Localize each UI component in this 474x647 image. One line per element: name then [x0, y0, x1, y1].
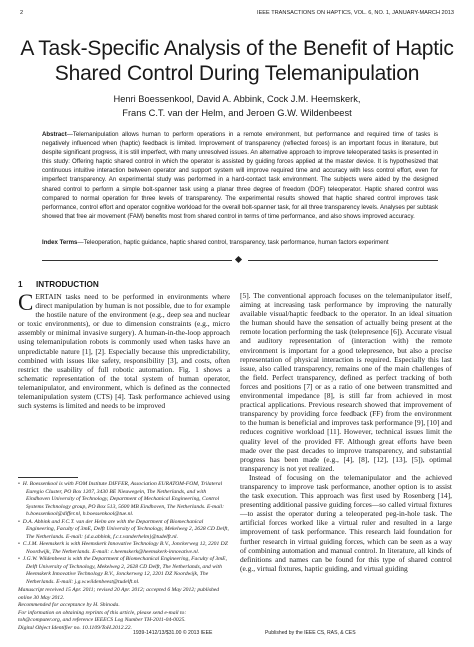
footnote-affiliation: • J.G.W. Wildenbeest is with the Department of Biomechanical Engineering, Faculty of 3mE, Delft University of Technology, Mekelweg 2, 2628 CD Delft, The Netherlands, and with Heemskerk Innovative Technology B.V., Jonckerweg 12, 2201 DZ Noordwijk, The Netherlands. E-mail: j.g.w.wildenbeest@tudelft.nl. — [18, 556, 228, 585]
title-line-2: Shared Control During Telemanipulation — [54, 62, 420, 85]
intro-paragraph-1: ERTAIN tasks need to be performed in environments where direct manipulation by human is not possible, due to for example the hostile nature of the environment (e.g., deep sea and nuclear or toxic environments), or due to dimension constraints (e.g., micro assembly or minimal invasive surgery). A human-in-the-loop approach using telemanipulation robots is commonly used when tasks have an unpredictable nature [1], [2]. Especially because this unpredictability, combined with issues like safety, responsibility [3], and costs, often restrict the usability of full robotic automation. Fig. 1 shows a schematic representation of the total system of human operator, telemanipulator, and environment, which is defined as the connected telemanipulation system (CTS) [4]. Task performance achieved using such systems is limited and needs to be improved — [18, 292, 230, 411]
index-terms-label: Index Terms — [42, 239, 78, 246]
abstract — [42, 130, 438, 221]
abstract-text: —Telemanipulation allows human to perform operations in a remote environment, but performance and required time of tasks is negatively influenced when (haptic) feedback is limited. Improvement of transparency (reflected forces) is an important focus in literature, but despite significant progress, it is still imperfect, with many unresolved issues. An alternative approach to improve teleoperated tasks is presented in this study: Offering haptic shared control in which the operator is assisted by guiding forces applied at the master device. It is hypothesized that continuous intuitive interaction between operator and support system will improve required time and accuracy with less control effort, even for imperfect transparency. An experimental study was performed in a hard-contact task environment. The subjects were aided by the designed shared control to perform a simple bolt-spanner task using a planar three degree of freedom (DOF) teleoperator. Haptic shared control was compared to normal operation for three levels of transparency. The experimental results showed that haptic shared control improves task performance, control effort and operator cognitive workload for the overall bolt-spanner task, for all three transparency levels. Analyses per subtask showed that free air movement (FAM) benefits most from shared control in terms of time performance, and also shows improved accuracy. — [42, 131, 438, 220]
index-terms-text: —Teleoperation, haptic guidance, haptic shared control, transparency, task performance, human factors experiment — [77, 239, 389, 246]
manuscript-info — [18, 587, 230, 632]
footnote-affiliation: • D.A. Abbink and F.C.T. van der Helm are with the Department of Biomechanical Engineering, Faculty of 3mE, Delft University of Technology, Mekelweg 2, 2628 CD Delft, The Netherlands. E-mail: {d.a.abbink, f.c.t.vanderhelm}@tudelft.nl. — [18, 518, 229, 540]
diamond-icon — [235, 256, 242, 263]
body-column-left — [18, 280, 230, 410]
manuscript-dates: Manuscript received 15 Apr. 2011; revised 20 Apr. 2012; accepted 6 May 2012; published online 30 May 2012. — [18, 587, 220, 601]
drop-cap: C — [18, 290, 34, 315]
section-heading — [18, 280, 230, 291]
footnote-affiliation: • C.J.M. Heemskerk is with Heemskerk Innovative Technology B.V., Jonckerweg 12, 2201 DZ Noordwijk, The Netherlands. E-mail: c.heemskerk@heemskerk-innovative.nl. — [18, 541, 228, 555]
abstract-label: Abstract — [42, 131, 67, 138]
body-column-right — [240, 291, 452, 573]
section-title: INTRODUCTION — [36, 280, 99, 289]
authors-line-2: Frans C.T. van der Helm, and Jeroen G.W. Wildenbeest — [122, 107, 352, 118]
journal-header: IEEE TRANSACTIONS ON HAPTICS, VOL. 6, NO. 1, JANUARY-MARCH 2013 — [257, 10, 454, 16]
footnote-affiliation: • H. Boessenkool is with FOM Institute DIFFER, Association EURATOM-FOM, Trilateral Euregio Cluster, PO Box 1207, 3430 BE Nieuwegein, The Netherlands, and with Eindhoven University of Technology, Department of Mechanical Engineering, Control Systems Technology group, PO Box 513, 5600 MB Eindhoven, The Netherlands. E-mail: h.boessenkool@differ.nl, h.boessenkool@tue.nl. — [18, 481, 224, 517]
manuscript-doi: Digital Object Identifier no. 10.1109/ToH.2012.22. — [18, 624, 132, 631]
footer-copyright: 1939-1412/13/$31.00 © 2013 IEEE — [133, 630, 213, 636]
manuscript-reprints: For information on obtaining reprints of this article, please send e-mail to: toh@computer.org, and reference IEEECS Log Number TH-2011-04-0025. — [18, 609, 187, 623]
footnote-rule — [18, 477, 78, 478]
section-divider — [42, 256, 438, 264]
paper-title — [10, 36, 464, 86]
running-header — [20, 10, 454, 20]
footnotes — [18, 477, 230, 632]
authors-line-1: Henri Boessenkool, David A. Abbink, Cock J.M. Heemskerk, — [113, 94, 361, 104]
section-number: 1 — [18, 280, 23, 289]
divider-line-left — [42, 260, 232, 261]
intro-paragraph-1-cont: [5]. The conventional approach focuses on the telemanipulator itself, aiming at increasing task performance by improving the naturally available visual/haptic feedback to the operator. In an ideal situation the human should have the sensation of actually being present at the remote location performing the task (telepresence [6]). Accurate visual and auditory representation of (interaction with) the remote environment is important for a good telepresence, but also a precise representation of physical interaction is required. Especially this last issue, also called transparency, remains one of the main challenges of the field. Perfect transparency, defined as perfect tracking of both forces and positions [7] or as a ratio of one between transmitted and environmental impedance [8], is still far from achieved in most practical applications. Previous research showed that improvement of transparency by providing force feedback (FF) from the environment to the human is beneficial and improves task performance [9], [10] and reduces cognitive workload [11]. However, technical issues limit the quality level of the provided FF. Although great efforts have been made over the past decades to improve transparency, and substantial progress has been made (e.g., [4], [8], [12], [13], [5]), optimal transparency is not yet realized. — [240, 291, 452, 473]
page-number: 2 — [20, 10, 24, 16]
manuscript-recommended: Recommended for acceptance by H. Shinoda. — [18, 602, 120, 608]
intro-paragraph-2: Instead of focusing on the telemanipulator and the achieved transparency to improve task performance, another option is to assist the task execution. This approach was first used by Rosenberg [14], presenting additional passive guiding forces—so called virtual fixtures—to assist the operator during a teleoperated peg-in-hole task. The artificial forces worked like a virtual ruler and resulted in a large improvement of task performance. This research laid foundation for further research in virtual guiding forces, which can be seen as a way of combining automation and manual control. In literature, all kinds of definitions and names can be found for this type of shared control (e.g., virtual fixtures, haptic guiding, and virtual guiding — [240, 472, 452, 573]
title-line-1: A Task-Specific Analysis of the Benefit of Haptic — [20, 37, 454, 60]
author-list — [10, 93, 464, 120]
index-terms — [42, 238, 438, 247]
footer-publisher: Published by the IEEE CS, RAS, & CES — [265, 630, 356, 636]
divider-line-right — [248, 260, 438, 261]
